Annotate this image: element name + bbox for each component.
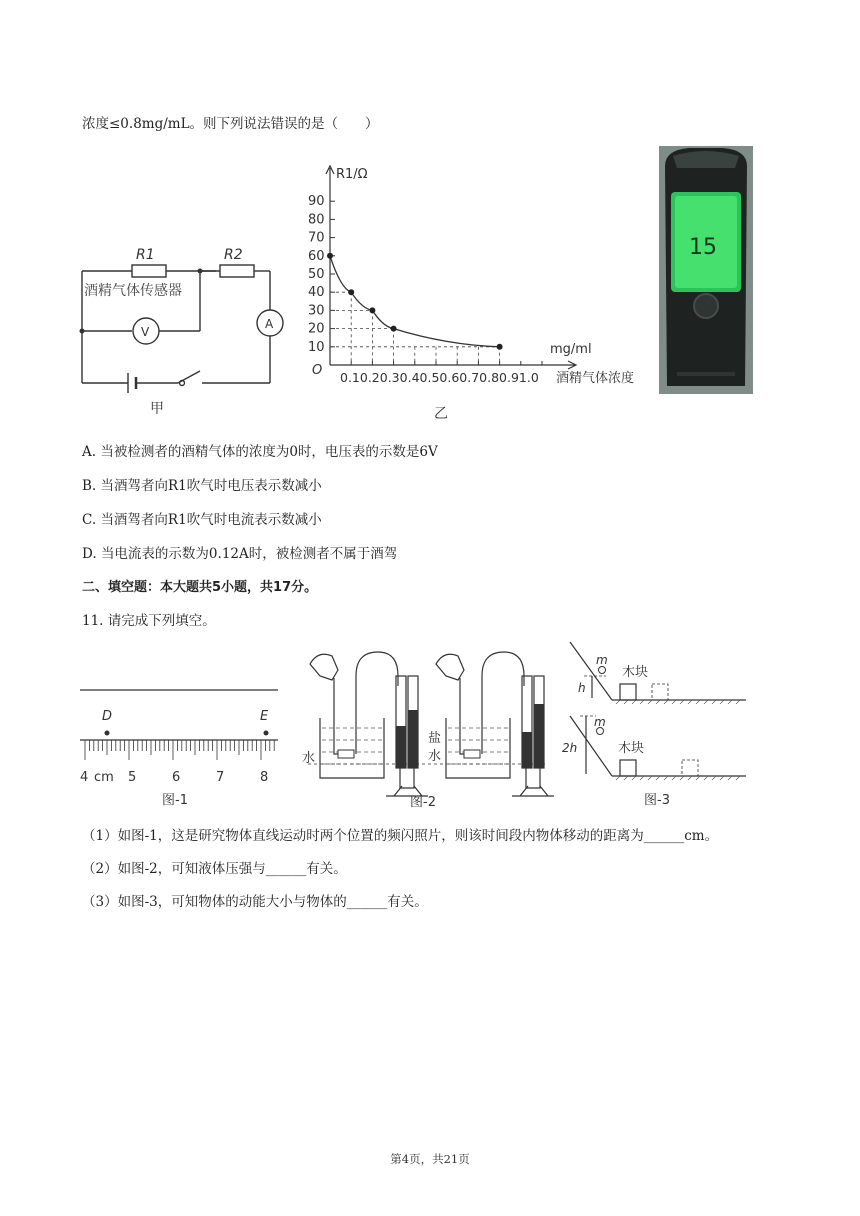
height-label-1: h (578, 681, 586, 695)
resistance-concentration-graph (300, 160, 660, 425)
circuit-diagram (70, 235, 290, 425)
option-b-text: 当酒驾者向R1吹气时电压表示数减小 (100, 478, 322, 494)
option-a-text: 当被检测者的酒精气体的浓度为0时，电压表的示数是6V (100, 444, 438, 460)
question-11: 11. 请完成下列填空。 (82, 613, 216, 629)
origin-label: O (312, 363, 323, 378)
x-axis-label: 酒精气体浓度 (556, 371, 635, 386)
y-axis-label: R1/Ω (336, 167, 368, 182)
ruler-label-8: 8 (260, 770, 269, 785)
ruler-label-5: 5 (128, 770, 137, 785)
data-point (497, 344, 503, 350)
y-tick-label-20: 20 (308, 321, 325, 337)
breathalyzer-device-image (659, 146, 753, 394)
y-tick-label-90: 90 (308, 194, 325, 210)
option-a[interactable] (82, 440, 438, 460)
y-tick-label-10: 10 (308, 339, 325, 355)
sub-question-2: （2）如图-2，可知液体压强与______有关。 (82, 861, 347, 877)
sub-question-1: （1）如图-1，这是研究物体直线运动时两个位置的频闪照片，则该时间段内物体移动的距离为______cm。 (82, 828, 719, 844)
y-tick-label-30: 30 (308, 303, 325, 319)
ruler-label-4: 4 (80, 770, 89, 785)
y-tick-label-80: 80 (308, 212, 325, 228)
mass-label-1: m (596, 653, 608, 667)
figure-3-caption: 图-3 (644, 793, 670, 808)
option-d-letter: D. (82, 546, 101, 562)
unit-label: mg/ml (550, 342, 592, 357)
height-label-2: 2h (562, 741, 578, 755)
block-label-1: 木块 (622, 665, 649, 680)
water-label-1: 水 (302, 751, 316, 766)
x-tick-labels: 0.10.20.30.40.50.60.70.80.91.0 (340, 370, 539, 385)
section-heading: 二、填空题：本大题共5小题，共17分。 (82, 580, 318, 595)
block-label-2: 木块 (618, 741, 645, 756)
ruler-label-7: 7 (216, 770, 225, 785)
figure-2-pressure-apparatus (298, 646, 558, 812)
y-tick-label-60: 60 (308, 248, 325, 264)
y-tick-label-50: 50 (308, 267, 325, 282)
data-point (369, 307, 375, 313)
ammeter-symbol: A (265, 317, 274, 331)
option-d-text: 当电流表的示数为0.12A时，被检测者不属于酒驾 (100, 546, 398, 562)
sensor-label: 酒精气体传感器 (84, 283, 182, 299)
graph-caption: 乙 (434, 406, 448, 422)
sub-question-3: （3）如图-3，可知物体的动能大小与物体的______有关。 (82, 894, 428, 910)
mass-label-2: m (594, 715, 606, 729)
ruler-label-6: 6 (172, 770, 181, 785)
option-d[interactable] (82, 542, 397, 562)
y-tick-label-70: 70 (308, 230, 325, 246)
option-b-letter: B. (82, 478, 101, 494)
y-tick-label-40: 40 (308, 285, 325, 301)
page-footer: 第4页，共21页 (390, 1152, 470, 1166)
brine-label: 盐 (428, 731, 442, 746)
r2-label: R2 (224, 247, 243, 263)
option-c-letter: C. (82, 512, 101, 528)
option-b[interactable] (82, 474, 322, 494)
r1-label: R1 (136, 247, 155, 263)
water-label-2: 水 (428, 749, 442, 764)
series-curve (330, 256, 500, 347)
figure-3-ramp-experiment (562, 640, 752, 812)
figure-1-caption: 图-1 (162, 793, 188, 808)
figure-1-ruler (76, 682, 286, 812)
data-point (348, 289, 354, 295)
data-point (391, 326, 397, 332)
option-a-letter: A. (82, 444, 101, 460)
question-intro: 浓度≤0.8mg/mL。则下列说法错误的是（ ） (82, 116, 379, 132)
ruler-label-cm: cm (94, 770, 114, 785)
voltmeter-symbol: V (141, 325, 150, 339)
data-point (327, 253, 333, 259)
option-c-text: 当酒驾者向R1吹气时电流表示数减小 (100, 512, 322, 528)
option-c[interactable] (82, 508, 322, 528)
circuit-caption: 甲 (150, 401, 164, 417)
figure-2-caption: 图-2 (410, 795, 436, 810)
point-d-label: D (102, 709, 113, 724)
device-display-value: 15 (689, 235, 717, 260)
point-e-label: E (260, 709, 269, 724)
